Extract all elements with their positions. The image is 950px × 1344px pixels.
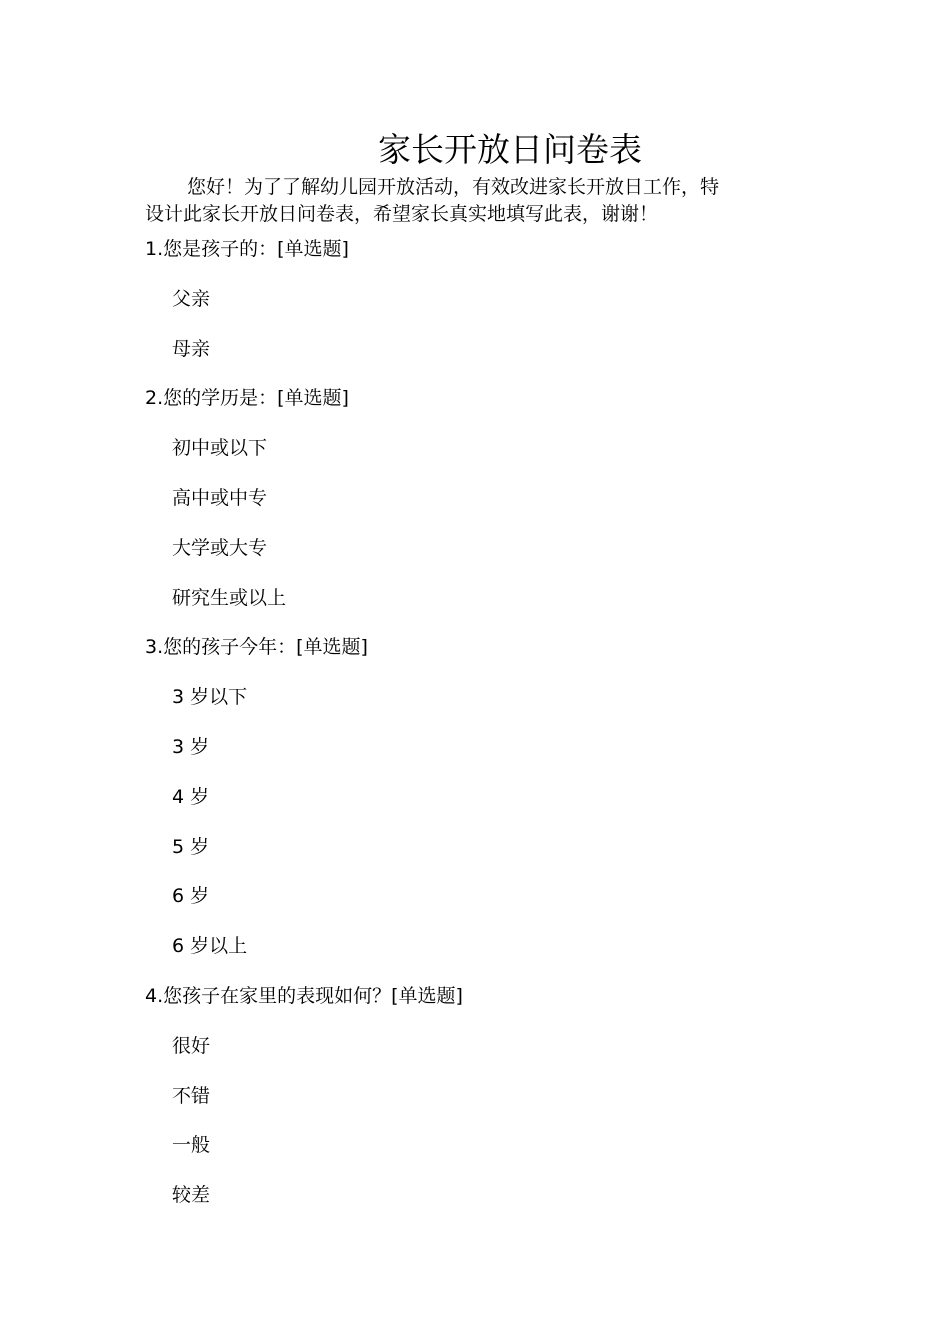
question-2-option-3: 大学或大专	[172, 537, 268, 559]
question-3-option-2: 3 岁	[172, 736, 210, 758]
intro-line-2: 设计此家长开放日问卷表，希望家长真实地填写此表，谢谢！	[145, 203, 659, 225]
intro-paragraph	[145, 174, 825, 228]
question-3-option-3: 4 岁	[172, 786, 210, 808]
question-2-option-1: 初中或以下	[172, 437, 268, 459]
question-4-option-2: 不错	[172, 1085, 211, 1107]
question-1: 1.您是孩子的：[单选题]	[145, 238, 349, 260]
page-title: 家长开放日问卷表	[378, 130, 642, 169]
question-4-option-3: 一般	[172, 1134, 211, 1156]
question-4: 4.您孩子在家里的表现如何？[单选题]	[145, 985, 463, 1007]
intro-line-1: 您好！为了了解幼儿园开放活动，有效改进家长开放日工作，特	[187, 176, 720, 198]
question-3: 3.您的孩子今年：[单选题]	[145, 636, 368, 658]
question-3-option-6: 6 岁以上	[172, 935, 248, 957]
question-4-option-1: 很好	[172, 1035, 211, 1057]
question-2-option-2: 高中或中专	[172, 487, 268, 509]
question-3-option-1: 3 岁以下	[172, 686, 248, 708]
question-2-option-4: 研究生或以上	[172, 587, 287, 609]
question-1-option-1: 父亲	[172, 288, 211, 310]
question-3-option-5: 6 岁	[172, 885, 210, 907]
question-4-option-4: 较差	[172, 1184, 211, 1206]
question-1-option-2: 母亲	[172, 338, 211, 360]
question-3-option-4: 5 岁	[172, 836, 210, 858]
question-2: 2.您的学历是：[单选题]	[145, 387, 349, 409]
